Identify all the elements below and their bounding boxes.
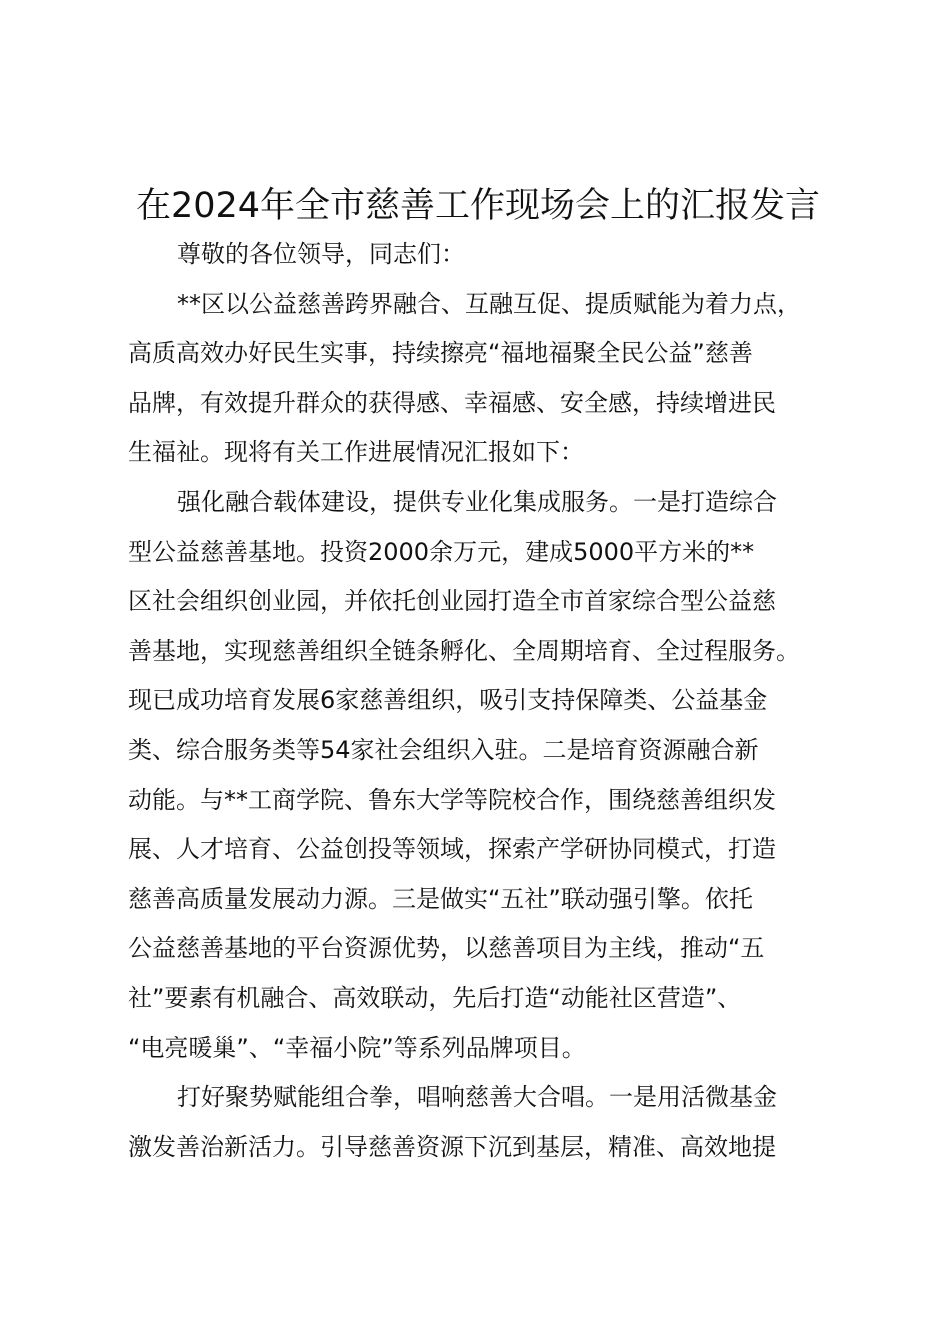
paragraph-line: 激发善治新活力。引导慈善资源下沉到基层，精准、高效地提 — [128, 1132, 776, 1161]
paragraph-line: 区社会组织创业园，并依托创业园打造全市首家综合型公益慈 — [128, 587, 776, 616]
paragraph-line: 品牌，有效提升群众的获得感、幸福感、安全感，持续增进民 — [128, 388, 776, 417]
paragraph-line: 慈善高质量发展动力源。三是做实“五社”联动强引擎。依托 — [128, 884, 753, 913]
paragraph-line: 公益慈善基地的平台资源优势，以慈善项目为主线，推动“五 — [128, 934, 765, 963]
paragraph-line: 高质高效办好民生实事，持续擦亮“福地福聚全民公益”慈善 — [128, 339, 753, 368]
paragraph-line: 生福祉。现将有关工作进展情况汇报如下： — [128, 438, 584, 467]
paragraph-line: “电亮暖巢”、“幸福小院”等系列品牌项目。 — [128, 1033, 586, 1062]
paragraph-line: 强化融合载体建设，提供专业化集成服务。一是打造综合 — [177, 487, 777, 516]
paragraph-line: 现已成功培育发展6家慈善组织，吸引支持保障类、公益基金 — [128, 686, 768, 715]
paragraph-line: 善基地，实现慈善组织全链条孵化、全周期培育、全过程服务。 — [128, 636, 800, 665]
paragraph-line: 动能。与**工商学院、鲁东大学等院校合作，围绕慈善组织发 — [128, 785, 776, 814]
paragraph-synergy — [128, 1073, 848, 1172]
paragraph-line: 打好聚势赋能组合拳，唱响慈善大合唱。一是用活微基金 — [177, 1083, 777, 1112]
salutation — [128, 230, 848, 280]
document-body — [128, 230, 848, 1172]
paragraph-line: **区以公益慈善跨界融合、互融互促、提质赋能为着力点， — [177, 289, 801, 318]
paragraph-integration — [128, 478, 848, 1073]
paragraph-intro — [128, 280, 848, 478]
paragraph-line: 类、综合服务类等54家社会组织入驻。二是培育资源融合新 — [128, 735, 759, 764]
paragraph-line: 社”要素有机融合、高效联动，先后打造“动能社区营造”、 — [128, 983, 742, 1012]
paragraph-line: 展、人才培育、公益创投等领域，探索产学研协同模式，打造 — [128, 835, 776, 864]
salutation-line: 尊敬的各位领导，同志们： — [177, 240, 465, 268]
paragraph-line: 型公益慈善基地。投资2000余万元，建成5000平方米的** — [128, 537, 755, 566]
document-title: 在2024年全市慈善工作现场会上的汇报发言 — [135, 186, 821, 226]
